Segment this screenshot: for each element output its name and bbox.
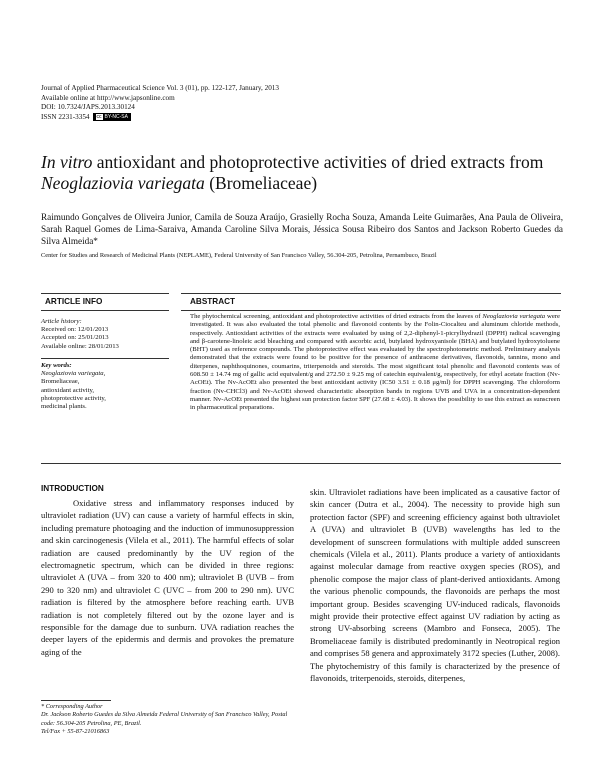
issn-line: ISSN 2231-3354	[41, 112, 90, 121]
divider	[181, 310, 561, 311]
introduction-paragraph-2: skin. Ultraviolet radiations have been implicated as a causative factor of skin cancer (Dutra et al., 2004). The necessity to provide high sun protection factor (SPF) and screening efficiency against both ultraviolet A (UVA) and ultraviolet B (UVB) wavelengths has led to the development of sunscreen formulations with multiple added sunscreen chemicals (Vilela et al., 2011). Plants produce a variety of antioxidants against molecular damage from reactive oxygen species (ROS), and phenolic compose the major class of plant-derived antioxidants. Among the various phenolic compounds, the flavonoids are perhaps the most important group. Besides scavenging UV-induced radicals, flavonoids might provide their protective effect against UV radiation by acting as strong UV-absorbing screens (Mambro and Fonseca, 2005). The Bromeliaceae family is distributed predominantly in Neotropical region and comprises 58 genera and approximately 3172 species (Luther, 2008). The phytochemistry of this family is characterized by the presence of flavonoids, triterpenoids, steroids, diterpenes,	[310, 487, 560, 684]
journal-citation: Journal of Applied Pharmaceutical Science Vol. 3 (01), pp. 122-127, January, 2013	[41, 84, 279, 92]
introduction-paragraph-1: Oxidative stress and inflammatory responses induced by ultraviolet radiation (UV) can cause a variety of harmful effects in skin, including premature photoaging and the induction of immunosuppression and skin carcinogenesis (Vilela et al., 2011). The harmful effects of solar radiation are caused predominantly by the UV region of the electromagnetic spectrum, which can be divided in three regions: ultraviolet A (UVA – from 320 to 400 nm); ultraviolet B (UVB – from 290 to 320 nm) and ultraviolet C (UVC – from 200 to 290 nm). UVC radiation is filtered by the atmosphere before reaching earth. UVB radiation is not completely filtered out by the ozone layer and is responsible for the damage due to sunburn. UVA radiation reaches the deeper layers of the epidermis and dermis and provokes the premature aging of the	[41, 498, 294, 657]
keywords: Key words: Neoglaziovia variegata, Bromeliaceae, antioxidant activity, photoprotective activity, medicinal plants.	[41, 362, 106, 411]
article-info-heading: ARTICLE INFO	[45, 297, 103, 306]
introduction-heading: INTRODUCTION	[41, 484, 104, 493]
affiliation: Center for Studies and Research of Medicinal Plants (NEPLAME), Federal University of San Francisco Valley, 56.304-205, Petrolina, Pernambuco, Brazil	[41, 252, 437, 259]
divider	[41, 463, 561, 464]
divider	[41, 293, 169, 294]
article-title: In vitro antioxidant and photoprotective activities of dried extracts from Neoglaziovia variegata (Bromeliaceae)	[41, 152, 544, 193]
divider	[41, 358, 169, 359]
abstract-heading: ABSTRACT	[190, 297, 236, 306]
doi-line: DOI: 10.7324/JAPS.2013.30124	[41, 103, 135, 112]
abstract-text: The phytochemical screening, antioxidant and photoprotective activities of dried extracts from the leaves of Neoglaziovia variegata were investigated. It was also evaluated the total phenolic and flavonoid contents by the Folin-Ciocalteu and aluminum chloride methods, respectively. Antioxidant activities of the extracts were evaluated by using of 2,2-diphenyl-1-picrylhydrazil (DPPH) radical scavenging and β-carotene-linoleic acid bleaching and compared with ascorbic acid, butylated hydroxyanisole (BHA) and butylated hydroxytoluene (BHT) used as reference compounds. The photoprotective effect was evaluated by the spectrophotometric method. Preliminary analysis demonstrated that the extracts were found to be positive for the presence of anthracene derivatives, flavonoids, tannins, mono and diterpenes, naphthoquinones, coumarins, triterpenoids and steroids. The most significant total phenolic and flavonoid contents was of 608.50 ± 14.74 mg of gallic acid equivalent/g and 272.50 ± 9.25 mg of catechin equivalent/g, respectively, for ethyl acetate fraction (Nv-AcOEt). The Nv-AcOEt also presented the best antioxidant activity (IC50 3.51 ± 0.18 μg/ml) for DPPH scavenging. The chloroform fraction (Nv-CHCl3) and Nv-AcOEt showed characteristic absorption bands in regions UVB and UVA in a concentration-dependent manner. Nv-AcOEt presented the highest sun protection factor SPF (27.68 ± 4.03). It shows the possibility to use this extract as sunscreen in pharmaceutical preparations.	[190, 313, 560, 412]
cc-license-badge: cc BY-NC-SA	[93, 113, 131, 121]
divider	[41, 310, 169, 311]
article-history: Article history: Received on: 12/01/2013 Accepted on: 25/01/2013 Available online: 28/01/2013	[41, 318, 119, 350]
footnote-divider	[41, 700, 111, 701]
divider	[181, 293, 561, 294]
corresponding-author-footnote: * Corresponding Author Dr. Jackson Roberto Guedes da Silva Almeida Federal University of San Francisco Valley, Postal code: 56.304-205 Petrolina, PE, Brazil. Tel/Fax + 55-87-21016863	[41, 703, 288, 736]
journal-url[interactable]: Available online at http://www.japsonline.com	[41, 93, 175, 102]
journal-header	[41, 84, 279, 122]
author-list: Raimundo Gonçalves de Oliveira Junior, Camila de Souza Araújo, Grasielly Rocha Souza, Amanda Leite Guimarães, Ana Paula de Oliveira, Sarah Raquel Gomes de Lima-Saraiva, Amanda Caroline Silva Morais, Jéssica Sousa Ribeiro dos Santos and Jackson Roberto Guedes da Silva Almeida*	[41, 212, 563, 246]
